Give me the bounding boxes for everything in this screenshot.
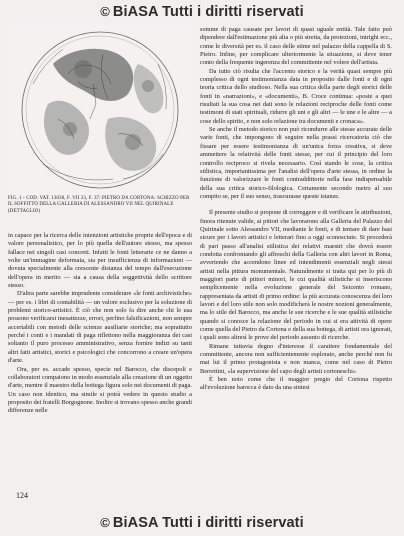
- watermark-top: [0, 3, 404, 21]
- paragraph: Rimane tuttavia degno d'interesse il carattere fondamentale del committente, ancora non sufficientemente esplorato, anche perché non fu mai lui il primo protagonista e non manca, come nel caso di Pietro Berrettini, «la supervisione del capo degli artisti cortoneschi»: [200, 342, 392, 375]
- paragraph: D'altra parte sarebbe imprudente considerare «le fonti archivistiche» — per es. i libri di contabilità — un valore esclusivo per la soluzione di problemi storico-artistici. È ciò che non solo fa dire anche chi le usa possono verificarsi inesattezze, errori, perfino falsificazioni, non sempre accertabili con metodi delle scienze ausiliarie storiche; ma soprattutto perché i conti e i mandati di paga riflettono nella maggioranza dei casi soltanto il puro processo amministrativo, senza fornire indizi su tanti altri fatti artistici, storici e psicologici che concorrono a creare un'opera d'arte.: [8, 290, 192, 365]
- left-column-text: [8, 232, 192, 416]
- fresco-sketch-figure: [8, 24, 191, 197]
- watermark-bottom: [0, 514, 404, 532]
- figure-caption: FIG. 1 - COD. VAT. 13030, F. VII 33, F. 37: PIETRO DA CORTONA: SCHIZZO PER IL SOFFITTO DELLA GALLERIA DI ALESSANDRO VII NEL QUIRINALE (DETTAGLIO): [8, 196, 190, 214]
- paragraph: somme di paga causate per lavori di quasi uguale entità. Tale fatto può dipendere dall'estimazione più alta o più stretta, da protezioni, intrighi ecc., come le diversità per es. il caso delle stime nel palazzo della cappella di S. Pietro. Infine, per complicare ulteriormente la situazione, si deve tener conto della frequente ingerenza del committente nel volere dell'artista.: [200, 26, 392, 67]
- copyright-icon: ©: [100, 4, 110, 19]
- paragraph: Il presente studio si propone di correggere e di verificare le attribuzioni, finora ritenute valide, ai pittori che lavorarono alla Galleria del Palazzo del Quirinale sotto Alessandro VII, mediante le fonti, e di tentare di dare basi sicure per i lavori artistici e letterari fino a oggi sconosciute. Si procederà di pari passo all'analisi stilistica dei relativi maestri che dovrà essere condotta confrontando gli affreschi della Galleria con altri lavori in Roma, avvertendo che accendono linee ed intendimenti essenziali negli stessi artisti nella pittura monumentale. Naturalmente si tratta qui per lo più di maggiori parte di pittori minori, le cui qualità stilistiche si inseriscono semplicemente nella evoluzione generale del Seicento romano, rappresentata da artisti di primo ordine: la più accurata conoscenza dei loro lavori e del loro stile non solo modificherà le nostre nozioni generalmente, ma lo stile del Barocco, ma anche le sue ricerche e le sue qualità stilistiche quando si conosce la relazione del periodo in cui si era attività di opere come quella del Pietro da Cortona e della sua bottega, di artisti ora ignorati, i quali sono altresì le prove del periodo assunto di ricerche.: [200, 209, 392, 342]
- paragraph: Se anche il metodo storico non può ricondurre alle stesse accurate delle varie fonti, che impongono di seguire nella prassi ricercatoria ciò che fissare per essere testimonianza di un'unica forza creativa, si deve ammettere la relatività delle fonti stesse, per cui il principio del loro controllo reciproco si rivela necessario. Così stando le cose, la critica stilistica, importantissima per l'analisi dell'opera d'arte stessa, in ordine la funzione di valorizzare le fonti contraddittorie nella fase indispensabile della sua critica storico-filologica. Certamente secondo metro al suo compito se, per il suo senso, trascurasse queste istanze.: [200, 126, 392, 200]
- paragraph: in capace per la ricerca delle intenzioni artistiche proprie dell'epoca e di valore personalistico, per lo più quella dell'autore stesso, ma spesso fallace nei singoli casi concreti. Infatti le fonti letterarie ce ne danno a volte un'immagine deformata, sia per insufficienza di informazioni — dovuta specialmente alla crescente distanza del tempo dall'esecuzione dell'opera in merito — sia a causa della soggettività dello scrittore stesso.: [8, 232, 192, 290]
- paragraph: Ora, per es. accade spesso, specie nel Barocco, che discepoli e collaboratori compaiono in modo essenziale alla creazione di un oggetto d'arte, mentre il maestro della bottega figura solo nei documenti di paga. Un caso non identico, ma simile si potrà vedere in questo studio a proposito dei fratelli Borgognone. Inoltre si trovano spesso anche grandi differenze nelle: [8, 365, 192, 415]
- watermark-top-text: BiASA Tutti i diritti riservati: [112, 4, 304, 20]
- page-number: 124: [16, 491, 28, 500]
- copyright-icon: ©: [100, 515, 110, 530]
- paragraph: È ben noto come che il maggior pregio del Cortona rispetto all'evoluzione barocca è dato da una sintesi: [200, 376, 392, 392]
- paragraph: Da tutto ciò risulta che l'accento storico e la verità quasi sempre più complesso di ogni testimonianza data in proposito dalle fonti e di ogni teoria critica dello studioso. Nella sua critica della parte degli storici delle fonti in «narrazioni», e «documenti», B. Croce continua: «poste a quei risultati la sua cosa nei dati sono le relazioni reciproche delle fonti come testimoni di stati spirituali, ridurre gli uni e gli altri — le une e le altre — a cose dello spirito, e non solo relazione tra documenti e cronaca».: [200, 67, 392, 125]
- right-column-text: [200, 26, 392, 393]
- watermark-bottom-text: BiASA Tutti i diritti riservati: [112, 515, 304, 531]
